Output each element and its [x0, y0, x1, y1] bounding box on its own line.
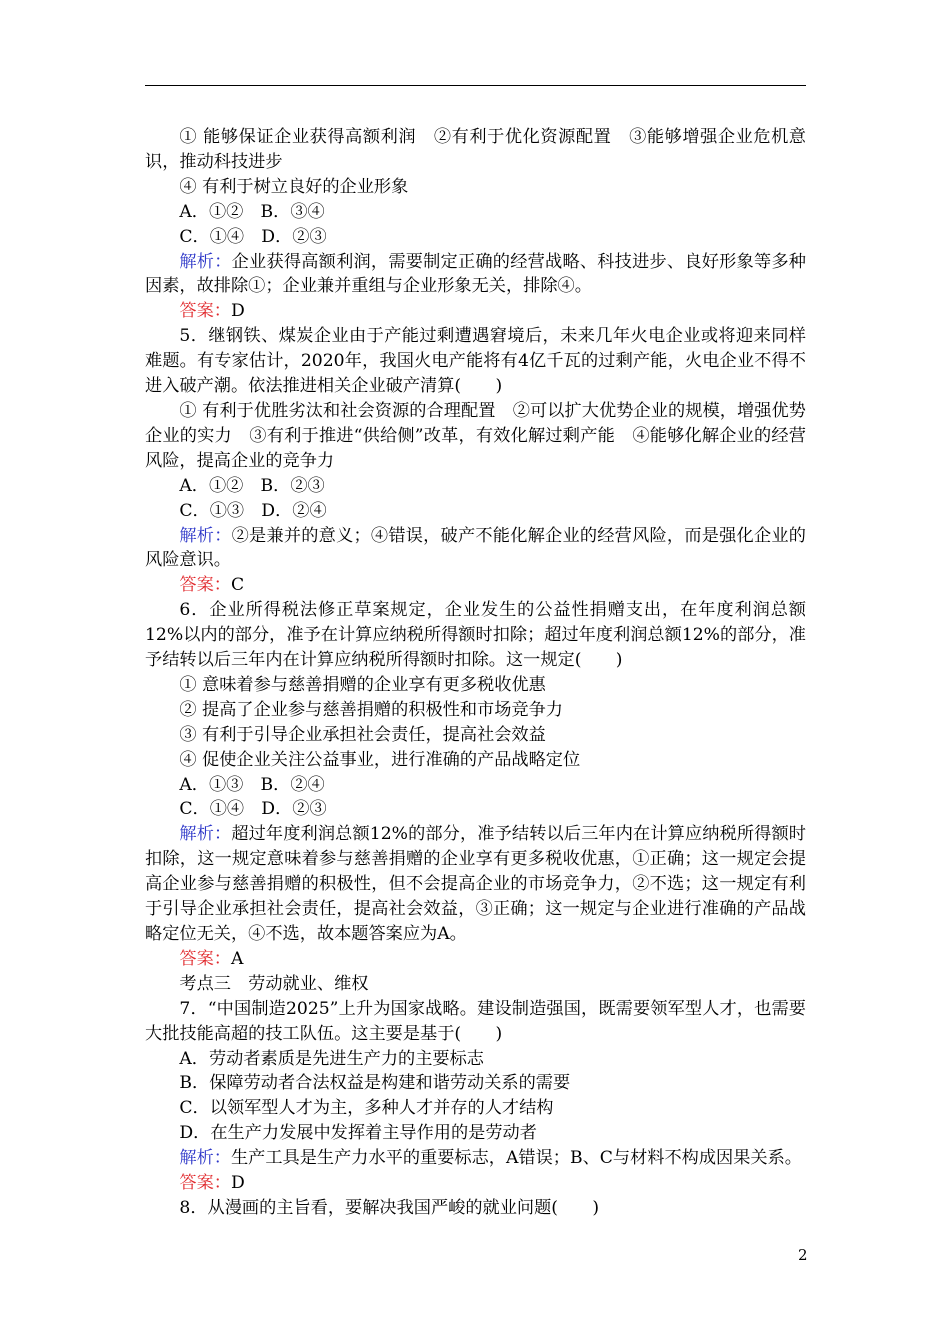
text-paragraph [145, 175, 806, 200]
text-paragraph [145, 1071, 806, 1096]
text-paragraph [145, 698, 806, 723]
paragraph-text: 7．“中国制造2025”上升为国家战略。建设制造强国，既需要领军型人才，也需要大批技能高超的技工队伍。这主要是基于( ) [145, 998, 806, 1044]
answer-label: 答案： [179, 948, 231, 969]
paragraph-text: C．①④ D．②③ [179, 226, 327, 247]
paragraph-text: C．①④ D．②③ [179, 799, 327, 820]
paragraph-text: A [230, 948, 244, 969]
answer-label: 答案： [179, 301, 231, 322]
analysis-label: 解析： [179, 525, 232, 546]
paragraph-text: C．①③ D．②④ [179, 500, 327, 521]
answer-label: 答案： [179, 575, 231, 596]
paragraph-text: ① 意味着参与慈善捐赠的企业享有更多税收优惠 [179, 674, 546, 695]
paragraph-text: A．①③ B．②④ [179, 774, 325, 795]
paragraph-text: D [230, 1173, 245, 1194]
paragraph-text: A．劳动者素质是先进生产力的主要标志 [179, 1048, 484, 1069]
analysis-paragraph [145, 1146, 806, 1171]
analysis-label: 解析： [179, 824, 232, 845]
text-paragraph [145, 324, 806, 399]
paragraph-text: 6．企业所得税法修正草案规定，企业发生的公益性捐赠支出，在年度利润总额12%以内的部分，准予在计算应纳税所得额时扣除；超过年度利润总额12%的部分，准予结转以后三年内在计算应纳税所得额时扣除。这一规定( ) [145, 600, 806, 671]
analysis-paragraph [145, 822, 806, 947]
paragraph-text: ④ 有利于树立良好的企业形象 [179, 176, 409, 197]
paragraph-text: ② 提高了企业参与慈善捐赠的积极性和市场竞争力 [179, 699, 563, 720]
analysis-paragraph [145, 524, 806, 574]
text-paragraph [145, 598, 806, 673]
text-paragraph [145, 474, 806, 499]
text-paragraph [145, 225, 806, 250]
paragraph-text: ① 有利于优胜劣汰和社会资源的合理配置 ②可以扩大优势企业的规模，增强优势企业的实力 ③有利于推进“供给侧”改革，有效化解过剩产能 ④能够化解企业的经营风险，提高企业的竞争力 [145, 400, 806, 471]
text-paragraph [145, 797, 806, 822]
analysis-label: 解析： [179, 251, 232, 272]
paragraph-text: ③ 有利于引导企业承担社会责任，提高社会效益 [179, 724, 546, 745]
text-paragraph [145, 1096, 806, 1121]
paragraph-text: 生产工具是生产力水平的重要标志，A错误；B、C与材料不构成因果关系。 [230, 1148, 802, 1169]
paragraph-text: C [230, 575, 245, 596]
text-paragraph [145, 200, 806, 225]
paragraph-text: 超过年度利润总额12%的部分，准予结转以后三年内在计算应纳税所得额时扣除，这一规定意味着参与慈善捐赠的企业享有更多税收优惠，①正确；这一规定会提高企业参与慈善捐赠的积极性，但不会提高企业的市场竞争力，②不选；这一规定有利于引导企业承担社会责任，提高社会效益，③正确；这一规定与企业进行准确的产品战略定位无关，④不选，故本题答案应为A。 [145, 824, 806, 944]
answer-line [145, 1171, 806, 1196]
text-paragraph [145, 997, 806, 1047]
paragraph-text: ④ 促使企业关注公益事业，进行准确的产品战略定位 [179, 749, 581, 770]
document-body [145, 125, 806, 1221]
text-paragraph [145, 773, 806, 798]
text-paragraph [145, 1047, 806, 1072]
text-paragraph [145, 723, 806, 748]
paragraph-text: B．保障劳动者合法权益是构建和谐劳动关系的需要 [179, 1073, 571, 1094]
answer-line [145, 299, 806, 324]
paragraph-text: 8．从漫画的主旨看，要解决我国严峻的就业问题( ) [179, 1197, 600, 1218]
text-paragraph [145, 125, 806, 175]
analysis-label: 解析： [179, 1148, 231, 1169]
header-rule [145, 85, 806, 86]
answer-line [145, 947, 806, 972]
paragraph-text: 考点三 劳动就业、维权 [179, 973, 369, 994]
paragraph-text: D [230, 301, 245, 322]
paragraph-text: ① 能够保证企业获得高额利润 ②有利于优化资源配置 ③能够增强企业危机意识，推动科技进步 [145, 127, 806, 172]
analysis-paragraph [145, 250, 806, 300]
answer-label: 答案： [179, 1173, 231, 1194]
answer-line [145, 573, 806, 598]
text-paragraph [145, 972, 806, 997]
paragraph-text: ②是兼并的意义；④错误，破产不能化解企业的经营风险，而是强化企业的风险意识。 [145, 525, 806, 571]
paragraph-text: C．以领军型人才为主，多种人才并存的人才结构 [179, 1098, 554, 1119]
page-number: 2 [798, 1246, 808, 1264]
text-paragraph [145, 399, 806, 474]
text-paragraph [145, 1121, 806, 1146]
paragraph-text: 5．继钢铁、煤炭企业由于产能过剩遭遇窘境后，未来几年火电企业或将迎来同样难题。有专家估计，2020年，我国火电产能将有4亿千瓦的过剩产能，火电企业不得不进入破产潮。依法推进相关企业破产清算( ) [145, 326, 806, 397]
text-paragraph [145, 1196, 806, 1221]
paragraph-text: 企业获得高额利润，需要制定正确的经营战略、科技进步、良好形象等多种因素，故排除①；企业兼并重组与企业形象无关，排除④。 [145, 251, 806, 297]
paragraph-text: A．①② B．②③ [179, 475, 325, 496]
paragraph-text: A．①② B．③④ [179, 201, 325, 222]
paragraph-text: D．在生产力发展中发挥着主导作用的是劳动者 [179, 1123, 537, 1144]
text-paragraph [145, 673, 806, 698]
text-paragraph [145, 499, 806, 524]
text-paragraph [145, 748, 806, 773]
